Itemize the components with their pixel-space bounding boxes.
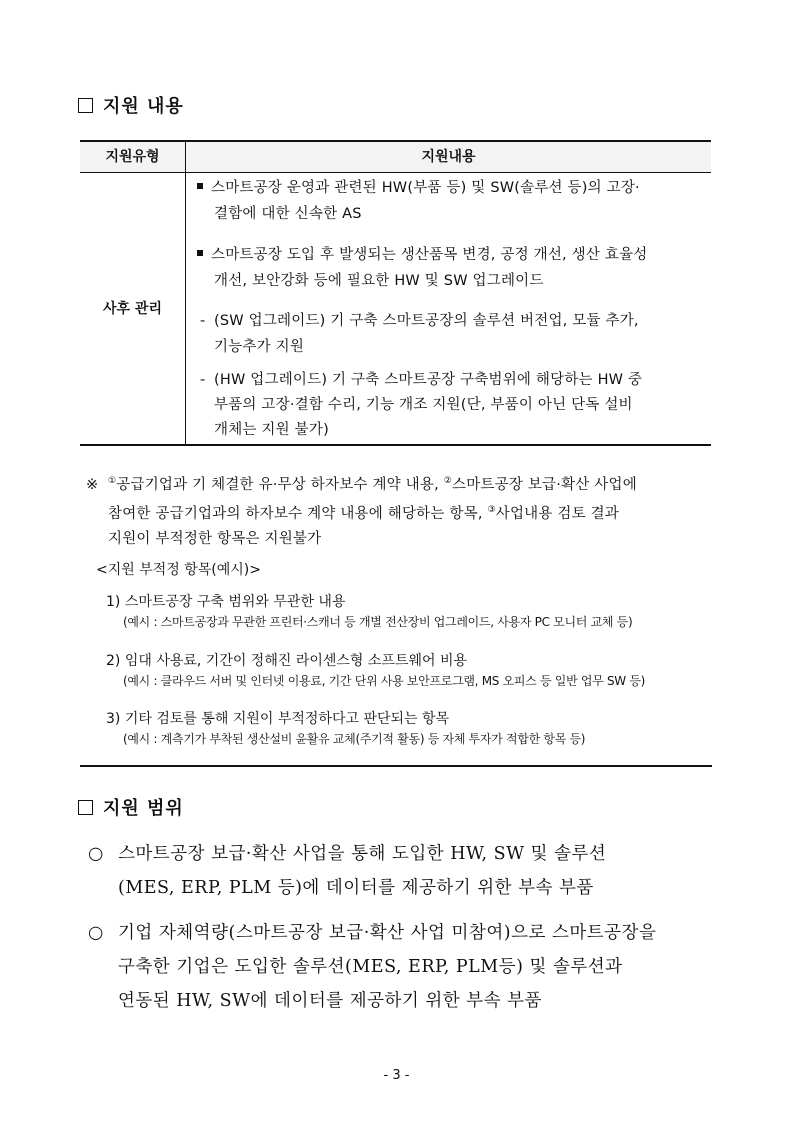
square-bullet-icon xyxy=(197,183,203,189)
inappropriate-item-3: 3) 기타 검토를 통해 지원이 부적정하다고 판단되는 항목 (예시 : 계측기가 부착된 생산설비 윤활유 교체(주기적 활동) 등 자체 투자가 적합한 항목 등) xyxy=(106,711,586,746)
note-paragraph: ※ ①공급기업과 기 체결한 유·무상 하자보수 계약 내용, ②스마트공장 보급·확산 사업에 참여한 공급기업과의 하자보수 계약 내용에 해당하는 항목, ③사업내용 검토 결과 지원이 부적정한 항목은 지원불가 xyxy=(86,476,637,547)
page-number: - 3 - xyxy=(383,1068,410,1083)
table-column-divider xyxy=(185,142,186,444)
table-header-content: 지원내용 xyxy=(421,149,476,165)
table-bottom-border xyxy=(80,444,711,446)
section-title-support-content: 지원 내용 xyxy=(78,92,184,118)
table-item-3: - (SW 업그레이드) 기 구축 스마트공장의 솔루션 버전업, 모듈 추가, 기능추가 지원 xyxy=(200,313,639,355)
checkbox-square-icon xyxy=(78,98,93,113)
inappropriate-item-1: 1) 스마트공장 구축 범위와 무관한 내용 (예시 : 스마트공장과 무관한 프린터·스캐너 등 개별 전산장비 업그레이드, 사용자 PC 모니터 교체 등) xyxy=(106,594,633,629)
square-bullet-icon xyxy=(197,250,203,256)
inappropriate-title: <지원 부적정 항목(예시)> xyxy=(96,562,262,578)
table-header-divider xyxy=(80,172,711,173)
scope-item-1: ○ 스마트공장 보급·확산 사업을 통해 도입한 HW, SW 및 솔루션 (MES, ERP, PLM 등)에 데이터를 제공하기 위한 부속 부품 xyxy=(88,844,607,898)
table-item-4: - (HW 업그레이드) 기 구축 스마트공장 구축범위에 해당하는 HW 중 부품의 고장·결함 수리, 기능 개조 지원(단, 부품이 아닌 단독 설비 개체는 지원 불가) xyxy=(200,372,643,438)
checkbox-square-icon xyxy=(78,800,93,815)
section-divider xyxy=(80,765,712,767)
table-header-type: 지원유형 xyxy=(105,149,160,165)
scope-item-2: ○ 기업 자체역량(스마트공장 보급·확산 사업 미참여)으로 스마트공장을 구축한 기업은 도입한 솔루션(MES, ERP, PLM등) 및 솔루션과 연동된 HW, SW에 데이터를 제공하기 위한 부속 부품 xyxy=(88,923,657,1011)
table-item-1: 스마트공장 운영과 관련된 HW(부품 등) 및 SW(솔루션 등)의 고장· 결함에 대한 신속한 AS xyxy=(197,178,707,224)
section-title-support-scope: 지원 범위 xyxy=(78,794,184,820)
table-item-2: 스마트공장 도입 후 발생되는 생산품목 변경, 공정 개선, 생산 효율성 개선, 보안강화 등에 필요한 HW 및 SW 업그레이드 xyxy=(197,245,707,291)
row-type-after-service: 사후 관리 xyxy=(103,301,162,317)
inappropriate-item-2: 2) 임대 사용료, 기간이 정해진 라이센스형 소프트웨어 비용 (예시 : 클라우드 서버 및 인터넷 이용료, 기간 단위 사용 보안프로그램, MS 오피스 등 일반 업무 SW 등) xyxy=(106,653,646,688)
